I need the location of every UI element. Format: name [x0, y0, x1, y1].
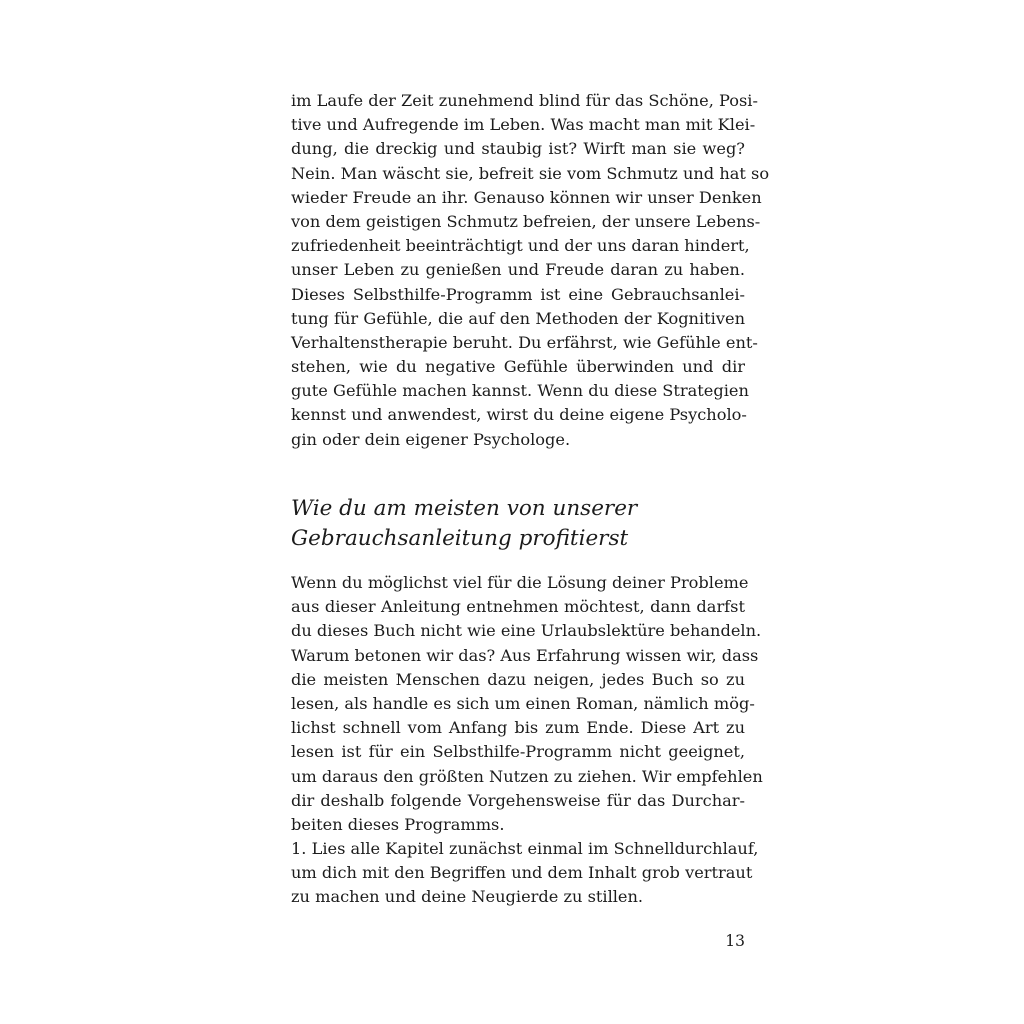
text-line: im Laufe der Zeit zunehmend blind für das Schöne, Posi- — [291, 91, 758, 110]
text-line: wieder Freude an ihr. Genauso können wir unser Denken — [291, 187, 762, 207]
text-line: lichst schnell vom Anfang bis zum Ende. Diese Art zu — [291, 718, 745, 738]
text-line: du dieses Buch nicht wie eine Urlaubslektüre behandeln. — [291, 621, 762, 641]
text-line: beiten dieses Programms. — [291, 814, 505, 834]
text-line: von dem geistigen Schmutz befreien, der unsere Lebens- — [291, 211, 761, 231]
text-line: aus dieser Anleitung entnehmen möchtest, dann darfst — [291, 597, 745, 617]
text-line: lesen, als handle es sich um einen Roman, nämlich mög- — [291, 693, 755, 713]
text-line: gin oder dein eigener Psychologe. — [291, 429, 571, 449]
text-line: tive und Aufregende im Leben. Was macht man mit Klei- — [291, 115, 756, 135]
text-line: Nein. Man wäscht sie, befreit sie vom Schmutz und hat so — [291, 163, 770, 183]
text-line: stehen, wie du negative Gefühle überwinden und dir — [291, 357, 745, 377]
text-line: Dieses Selbsthilfe-Programm ist eine Gebrauchsanlei- — [291, 284, 745, 304]
text-line: zu machen und deine Neugierde zu stillen. — [291, 887, 644, 907]
text-line: dung, die dreckig und staubig ist? Wirft man sie weg? — [291, 139, 745, 159]
text-line: um dich mit den Begriffen und dem Inhalt grob vertraut — [291, 863, 753, 883]
text-line: die meisten Menschen dazu neigen, jedes Buch so zu — [291, 669, 745, 689]
heading-line: Wie du am meisten von unserer — [291, 496, 638, 521]
text-line: Verhaltenstherapie beruht. Du erfährst, wie Gefühle ent- — [291, 332, 758, 352]
text-line: lesen ist für ein Selbsthilfe-Programm nicht geeignet, — [291, 742, 745, 762]
text-line: Wenn du möglichst viel für die Lösung deiner Probleme — [291, 573, 749, 592]
text-line: gute Gefühle machen kannst. Wenn du diese Strategien — [291, 381, 749, 401]
text-line: Warum betonen wir das? Aus Erfahrung wissen wir, dass — [291, 645, 759, 665]
page-number: 13 — [725, 932, 745, 950]
heading-line: Gebrauchsanleitung profitierst — [291, 526, 629, 551]
text-line: tung für Gefühle, die auf den Methoden der Kognitiven — [291, 308, 745, 328]
text-line: unser Leben zu genießen und Freude daran zu haben. — [291, 260, 745, 280]
body-paragraph-bottom — [291, 571, 763, 910]
body-paragraph-top — [291, 89, 770, 452]
text-line: zufriedenheit beeinträchtigt und der uns daran hindert, — [291, 236, 750, 256]
text-line: um daraus den größten Nutzen zu ziehen. Wir empfehlen — [291, 766, 763, 786]
text-line: kennst und anwendest, wirst du deine eigene Psycholo- — [291, 405, 747, 425]
text-line: dir deshalb folgende Vorgehensweise für das Durchar- — [291, 790, 745, 810]
text-line: 1. Lies alle Kapitel zunächst einmal im Schnelldurchlauf, — [291, 839, 759, 859]
section-heading — [291, 494, 751, 554]
